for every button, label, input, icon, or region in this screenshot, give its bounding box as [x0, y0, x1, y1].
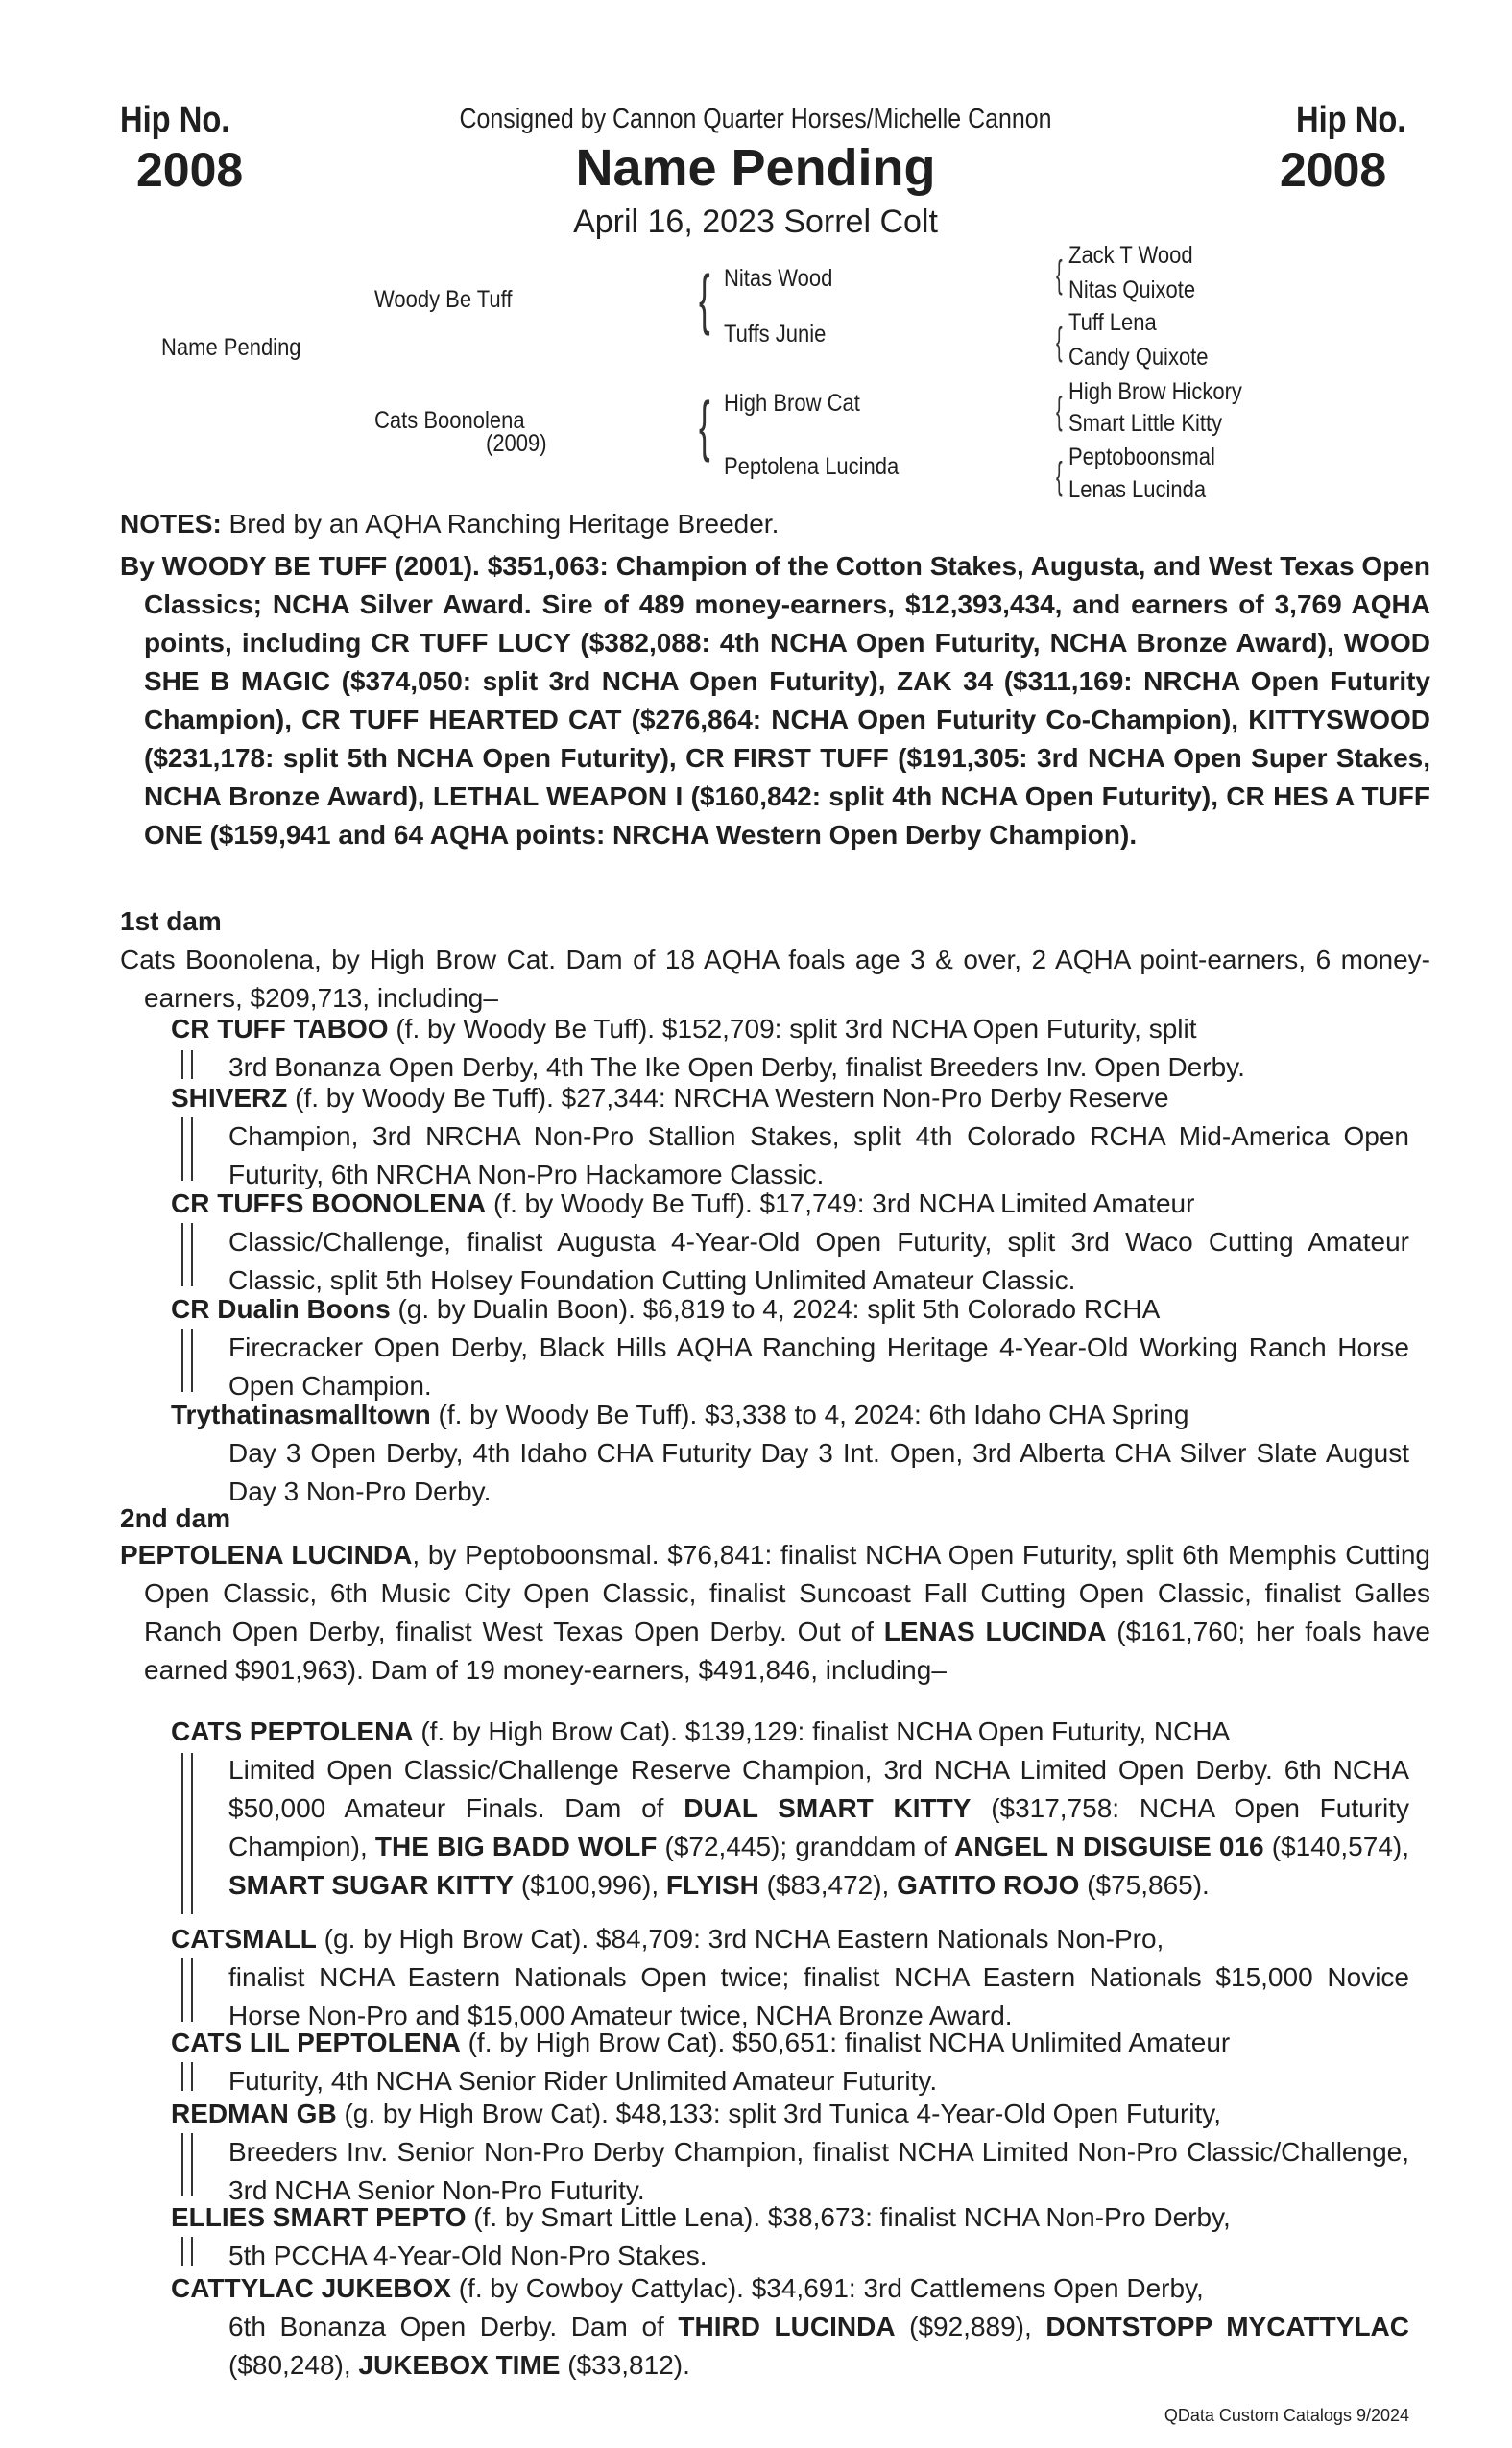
pedigree-dam: Cats Boonolena	[374, 407, 525, 434]
brace-dam: {	[699, 388, 710, 463]
produce-text: (f. by Woody Be Tuff). $27,344: NRCHA Western Non-Pro Derby Reserve	[287, 1083, 1169, 1113]
produce-text-part: ($140,574),	[1263, 1832, 1409, 1861]
first-dam-heading: 1st dam	[120, 906, 222, 936]
produce-entry	[171, 2024, 1409, 2100]
produce-name: SHIVERZ	[171, 1083, 288, 1113]
produce-text: (f. by Woody Be Tuff). $17,749: 3rd NCHA Limited Amateur	[486, 1188, 1195, 1218]
produce-offspring: DONTSTOPP MYCATTYLAC	[1045, 2312, 1410, 2341]
produce-entry	[171, 1290, 1409, 1405]
second-dam-record	[120, 1536, 1430, 1690]
brace-g3: {	[1056, 390, 1063, 432]
produce-entry	[171, 1396, 1409, 1511]
pedigree-g1: Zack T Wood	[1068, 242, 1193, 269]
page-title: Name Pending	[575, 139, 936, 197]
produce-text-part: ($33,812).	[560, 2350, 690, 2380]
produce-text: (f. by Cowboy Cattylac). $34,691: 3rd Cattlemens Open Derby,	[450, 2273, 1204, 2303]
first-dam-intro: Cats Boonolena, by High Brow Cat. Dam of 18 AQHA foals age 3 & over, 2 AQHA point-earners, 6 money-earners, $209,713, including–	[120, 945, 1430, 1013]
pedigree-g6: Smart Little Kitty	[1068, 410, 1223, 437]
pedigree-g7: Peptoboonsmal	[1068, 444, 1215, 470]
produce-offspring: THIRD LUCINDA	[678, 2312, 896, 2341]
produce-text-part: ($317,758: NCHA Open Futurity Champion),	[228, 1793, 1409, 1861]
produce-offspring: FLYISH	[665, 1870, 759, 1900]
produce-text-part: ($83,472),	[758, 1870, 898, 1900]
produce-bars	[181, 1117, 193, 1181]
produce-offspring: GATITO ROJO	[897, 1870, 1080, 1900]
produce-bars	[181, 2133, 193, 2196]
foaling-date-sex: April 16, 2023 Sorrel Colt	[573, 204, 938, 240]
produce-text-cont: Futurity, 4th NCHA Senior Rider Unlimited Amateur Futurity.	[228, 2066, 938, 2096]
produce-name: CATTYLAC JUKEBOX	[171, 2273, 451, 2303]
produce-offspring: JUKEBOX TIME	[358, 2350, 561, 2380]
produce-bars	[181, 1329, 193, 1392]
hip-number-left: 2008	[136, 143, 244, 197]
second-dam-text-b: ($161,760; her foals have earned $901,963). Dam of 19 money-earners, $491,846, including–	[144, 1617, 1430, 1685]
produce-bars	[181, 1753, 193, 1914]
produce-offspring: SMART SUGAR KITTY	[228, 1870, 515, 1900]
second-dam-heading: 2nd dam	[120, 1503, 231, 1533]
second-dam-text: , by Peptoboonsmal. $76,841: finalist NCHA Open Futurity, split 6th Memphis Cutting Open Classic, 6th Music City Open Classic, finalist Suncoast Fall Cutting Open Classic, finalist Galles Ranch Open Derby, finalist West Texas Open Derby. Out of	[144, 1540, 1430, 1646]
pedigree-subject: Name Pending	[161, 334, 301, 361]
produce-text: (g. by High Brow Cat). $48,133: split 3rd Tunica 4-Year-Old Open Futurity,	[336, 2099, 1221, 2128]
produce-text: (f. by Smart Little Lena). $38,673: finalist NCHA Non-Pro Derby,	[466, 2202, 1231, 2232]
brace-sire: {	[699, 261, 710, 336]
produce-entry	[171, 2095, 1409, 2210]
notes-label: NOTES:	[120, 509, 222, 539]
produce-name: CATS PEPTOLENA	[171, 1716, 414, 1746]
hip-label-left: Hip No.	[120, 100, 230, 140]
brace-g4: {	[1056, 455, 1063, 497]
produce-text-cont	[171, 2308, 1409, 2385]
third-dam-name: LENAS LUCINDA	[883, 1617, 1107, 1646]
pedigree-dam-sire: High Brow Cat	[724, 390, 860, 417]
produce-text-part: ($92,889),	[895, 2312, 1046, 2341]
pedigree-dam-dam: Peptolena Lucinda	[724, 453, 900, 480]
produce-bars	[181, 1050, 193, 1079]
produce-entry	[171, 1920, 1409, 2035]
produce-text-cont: 5th PCCHA 4-Year-Old Non-Pro Stakes.	[228, 2241, 708, 2270]
pedigree-sire-dam: Tuffs Junie	[724, 321, 827, 348]
produce-bars	[181, 1223, 193, 1286]
produce-offspring: DUAL SMART KITTY	[684, 1793, 972, 1823]
hip-number-right: 2008	[1280, 143, 1387, 197]
produce-text-cont: Champion, 3rd NRCHA Non-Pro Stallion Stakes, split 4th Colorado RCHA Mid-America Open Futurity, 6th NRCHA Non-Pro Hackamore Classic.	[228, 1121, 1409, 1189]
pedigree-g8: Lenas Lucinda	[1068, 476, 1207, 503]
produce-entry	[171, 1713, 1409, 1905]
pedigree-g4: Candy Quixote	[1068, 344, 1209, 371]
pedigree-g2: Nitas Quixote	[1068, 276, 1196, 303]
produce-name: CR TUFF TABOO	[171, 1014, 389, 1044]
produce-text-cont: 3rd Bonanza Open Derby, 4th The Ike Open Derby, finalist Breeders Inv. Open Derby.	[228, 1052, 1245, 1082]
notes-text: Bred by an AQHA Ranching Heritage Breeder.	[221, 509, 780, 539]
produce-name: ELLIES SMART PEPTO	[171, 2202, 467, 2232]
produce-text: (f. by Woody Be Tuff). $3,338 to 4, 2024: 6th Idaho CHA Spring	[430, 1400, 1189, 1429]
produce-entry	[171, 1185, 1409, 1300]
produce-text: (g. by High Brow Cat). $84,709: 3rd NCHA Eastern Nationals Non-Pro,	[316, 1924, 1164, 1954]
produce-entry	[171, 1010, 1409, 1087]
produce-text-cont	[171, 1751, 1409, 1905]
produce-name: CR TUFFS BOONOLENA	[171, 1188, 487, 1218]
sire-record: By WOODY BE TUFF (2001). $351,063: Champion of the Cotton Stakes, Augusta, and West Texas Open Classics; NCHA Silver Award. Sire of 489 money-earners, $12,393,434, and earners of 3,769 AQHA points, including CR TUFF LUCY ($382,088: 4th NCHA Open Futurity, NCHA Bronze Award), WOOD SHE B MAGIC ($374,050: split 3rd NCHA Open Futurity), ZAK 34 ($311,169: NRCHA Open Futurity Champion), CR TUFF HEARTED CAT ($276,864: NCHA Open Futurity Co-Champion), KITTYSWOOD ($231,178: split 5th NCHA Open Futurity), CR FIRST TUFF ($191,305: 3rd NCHA Open Super Stakes, NCHA Bronze Award), LETHAL WEAPON I ($160,842: split 4th NCHA Open Futurity), CR HES A TUFF ONE ($159,941 and 64 AQHA points: NRCHA Western Open Derby Champion).	[120, 551, 1430, 850]
produce-entry	[171, 2269, 1409, 2385]
produce-offspring: ANGEL N DISGUISE 016	[953, 1832, 1264, 1861]
produce-text-cont: Day 3 Open Derby, 4th Idaho CHA Futurity Day 3 Int. Open, 3rd Alberta CHA Silver Slate August Day 3 Non-Pro Derby.	[228, 1438, 1409, 1506]
produce-name: REDMAN GB	[171, 2099, 337, 2128]
produce-text-cont: Breeders Inv. Senior Non-Pro Derby Champion, finalist NCHA Limited Non-Pro Classic/Challenge, 3rd NCHA Senior Non-Pro Futurity.	[228, 2137, 1409, 2205]
produce-text-part: ($75,865).	[1079, 1870, 1210, 1900]
produce-text: (f. by High Brow Cat). $50,651: finalist NCHA Unlimited Amateur	[460, 2028, 1231, 2057]
produce-text-cont: Classic/Challenge, finalist Augusta 4-Year-Old Open Futurity, split 3rd Waco Cutting Amateur Classic, split 5th Holsey Foundation Cutting Unlimited Amateur Classic.	[228, 1227, 1409, 1295]
produce-entry	[171, 2198, 1409, 2275]
consigned-by: Consigned by Cannon Quarter Horses/Michelle Cannon	[459, 104, 1052, 134]
produce-entry	[171, 1079, 1409, 1194]
brace-g1: {	[1056, 253, 1063, 296]
pedigree-g3: Tuff Lena	[1068, 309, 1157, 336]
produce-text-cont: finalist NCHA Eastern Nationals Open twice; finalist NCHA Eastern Nationals $15,000 Novice Horse Non-Pro and $15,000 Amateur twice, NCHA Bronze Award.	[228, 1962, 1409, 2030]
brace-g2: {	[1056, 321, 1063, 363]
pedigree-g5: High Brow Hickory	[1068, 378, 1242, 405]
pedigree-sire-sire: Nitas Wood	[724, 265, 833, 292]
notes	[120, 505, 1406, 543]
produce-offspring: THE BIG BADD WOLF	[374, 1832, 658, 1861]
produce-name: Trythatinasmalltown	[171, 1400, 431, 1429]
produce-text-part: Limited Open Classic/Challenge Reserve Champion, 3rd NCHA Limited Open Derby. 6th NCHA $50,000 Amateur Finals. Dam of	[228, 1755, 1409, 1823]
pedigree-dam-year: (2009)	[486, 430, 547, 457]
produce-text-part: 6th Bonanza Open Derby. Dam of	[228, 2312, 679, 2341]
footer-credit: QData Custom Catalogs 9/2024	[1164, 2406, 1409, 2425]
produce-name: CR Dualin Boons	[171, 1294, 391, 1324]
produce-text-part: ($72,445); granddam of	[657, 1832, 954, 1861]
produce-text-cont: Firecracker Open Derby, Black Hills AQHA Ranching Heritage 4-Year-Old Working Ranch Horse Open Champion.	[228, 1332, 1409, 1401]
second-dam-name: PEPTOLENA LUCINDA	[120, 1540, 413, 1570]
pedigree-sire: Woody Be Tuff	[374, 286, 513, 313]
produce-text-part: ($80,248),	[228, 2350, 359, 2380]
produce-name: CATS LIL PEPTOLENA	[171, 2028, 461, 2057]
produce-text: (f. by Woody Be Tuff). $152,709: split 3rd NCHA Open Futurity, split	[388, 1014, 1197, 1044]
hip-label-right: Hip No.	[1296, 100, 1406, 140]
produce-text: (f. by High Brow Cat). $139,129: finalist NCHA Open Futurity, NCHA	[413, 1716, 1231, 1746]
produce-name: CATSMALL	[171, 1924, 317, 1954]
produce-bars	[181, 2237, 193, 2266]
produce-bars	[181, 1958, 193, 2022]
produce-bars	[181, 2062, 193, 2091]
produce-text: (g. by Dualin Boon). $6,819 to 4, 2024: split 5th Colorado RCHA	[390, 1294, 1161, 1324]
produce-text-part: ($100,996),	[514, 1870, 666, 1900]
